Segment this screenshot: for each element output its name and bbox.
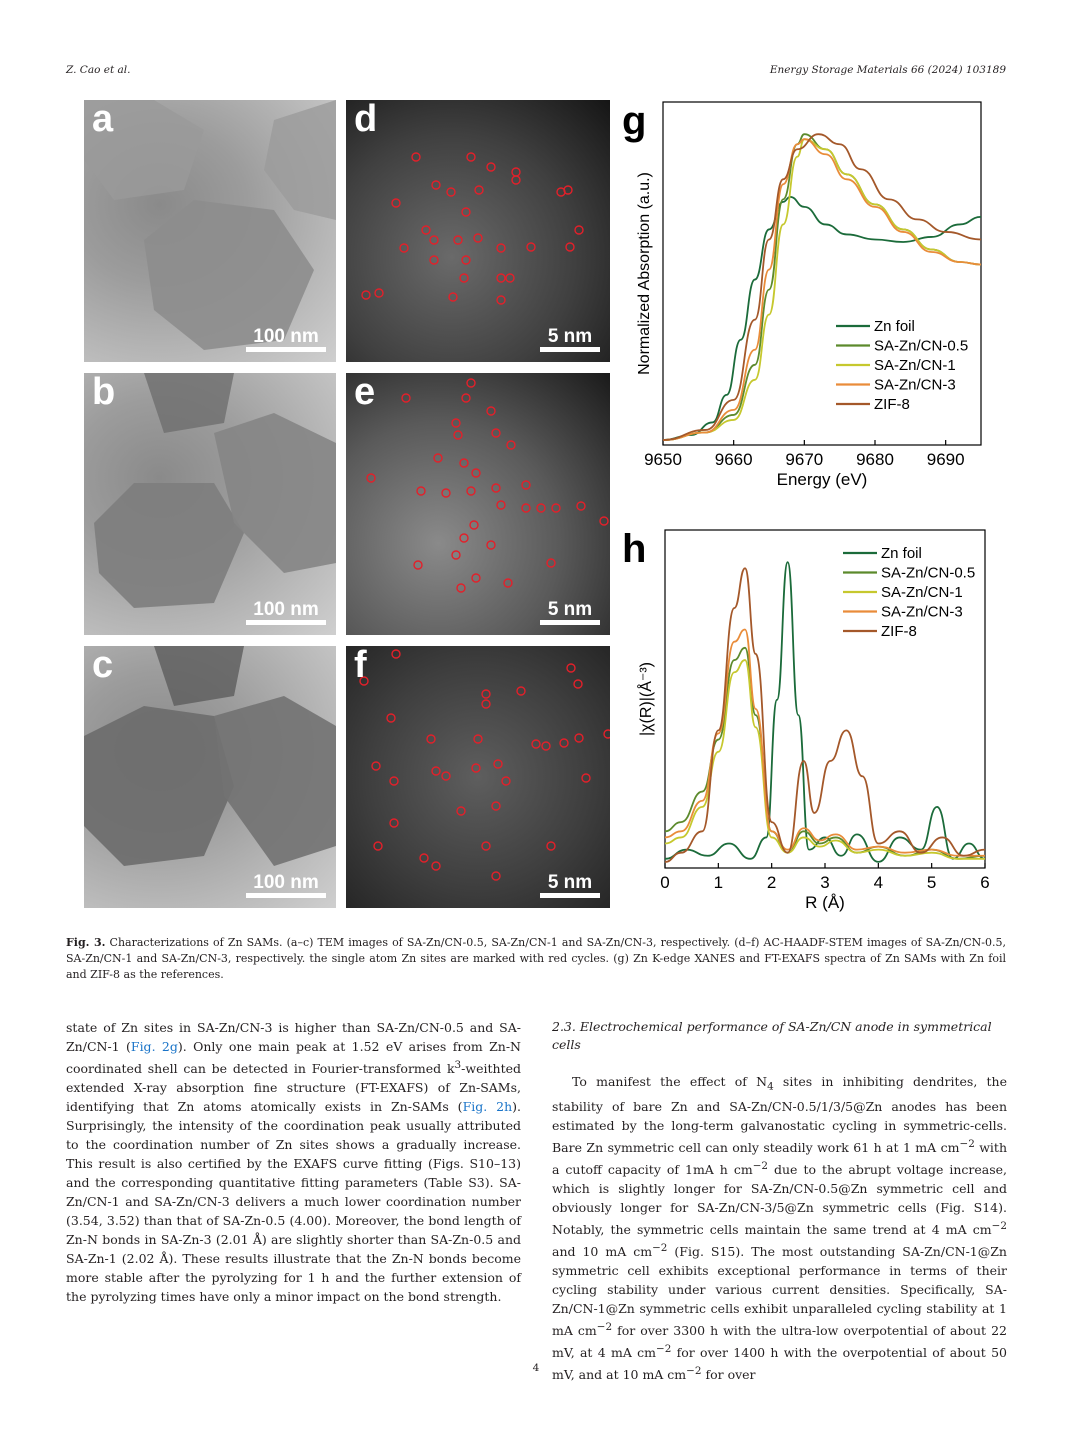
atom-site-marker: [452, 419, 460, 427]
x-tick-label: 9660: [714, 450, 753, 469]
x-tick-label: 3: [820, 873, 830, 892]
atom-site-markers: [346, 646, 610, 908]
atom-site-marker: [460, 534, 468, 542]
panel-letter: g: [622, 100, 647, 143]
atom-site-marker: [492, 872, 500, 880]
atom-site-marker: [497, 274, 505, 282]
legend-label: SA-Zn/CN-3: [881, 603, 963, 621]
panel-c-scalebar: [246, 872, 326, 898]
x-axis-label: Energy (eV): [776, 470, 868, 489]
panel-a-scalebar: [246, 326, 326, 352]
atom-site-marker: [460, 459, 468, 467]
page-number: 4: [532, 1362, 540, 1374]
legend-label: SA-Zn/CN-0.5: [881, 564, 976, 582]
series-line: [663, 134, 981, 440]
atom-site-marker: [512, 168, 520, 176]
panel-b-scale-label: 100 nm: [253, 599, 319, 620]
chart-h-ft-exafs: [618, 528, 990, 918]
panel-e-stem-image: [346, 373, 610, 635]
atom-site-marker: [412, 153, 420, 161]
x-axis-label: R (Å): [805, 893, 845, 912]
running-header-authors: Z. Cao et al.: [66, 64, 131, 76]
superscript: −2: [652, 1241, 668, 1254]
legend-label: ZIF-8: [881, 623, 917, 640]
text-run: -weithted extended X-ray absorption fine structure (FT-EXAFS) of Zn-SAMs, identifying that Zn atoms atomically exists in Zn-SAMs (: [66, 1061, 521, 1115]
superscript: −2: [752, 1159, 769, 1172]
atom-site-marker: [472, 574, 480, 582]
text-run: ). Surprisingly, the intensity of the coordination peak usually attributed to the coordination number of Zn sites shows a gradually increase. This result is also certified by the EXAFS curve fitting (Figs. S10–13) and the corresponding quantitative fitting parameters (Table S3). SA-Zn/CN-1 and SA-Zn/CN-3 delivers a much lower coordination number (3.54, 3.52) than that of SA-Zn-0.5 (4.00). Moreover, the bond length of Zn-N bonds in SA-Zn-3 (2.01 Å) are slightly shorter than SA-Zn-0.5 and SA-Zn-1 (2.02 Å). These results illustrate that the Zn-N bonds become more stable after the pyrolyzing for 1 h and the further extension of the pyrolyzing times have only a minor impact on the bond strength.: [66, 1099, 522, 1305]
atom-site-marker: [577, 502, 585, 510]
atom-site-marker: [387, 714, 395, 722]
series-line: [665, 629, 985, 855]
left-column-text: [66, 1018, 521, 1306]
right-paragraph: [552, 1072, 1007, 1385]
text-run: ). Only one main peak at 1.52 eV arises from Zn-N coordinated shell can be detected in Fourier-transformed k: [66, 1039, 521, 1077]
atom-site-markers: [346, 100, 610, 362]
atom-site-marker: [427, 735, 435, 743]
superscript: −2: [959, 1137, 975, 1150]
atom-site-marker: [462, 394, 470, 402]
atom-site-marker: [449, 293, 457, 301]
particle-shapes: [84, 646, 336, 908]
atom-site-marker: [527, 243, 535, 251]
fig-2g-link[interactable]: Fig. 2g: [130, 1039, 178, 1054]
particle-shapes: [84, 100, 336, 362]
atom-site-marker: [442, 489, 450, 497]
figure-caption: [66, 935, 1006, 983]
atom-site-marker: [462, 208, 470, 216]
atom-site-marker: [474, 735, 482, 743]
caption-text: Characterizations of Zn SAMs. (a–c) TEM images of SA-Zn/CN-0.5, SA-Zn/CN-1 and SA-Zn/CN-3, respectively. (d–f) AC-HAADF-STEM images of SA-Zn/CN-0.5, SA-Zn/CN-1 and SA-Zn/CN-3, respectively. the single atom Zn sites are marked with red cycles. (g) Zn K-edge XANES and FT-EXAFS spectra of Zn SAMs with Zn foil and ZIF-8 as the references.: [66, 936, 1007, 981]
atom-site-marker: [467, 487, 475, 495]
atom-site-marker: [547, 559, 555, 567]
atom-site-marker: [482, 842, 490, 850]
atom-site-marker: [470, 521, 478, 529]
x-tick-label: 9690: [926, 450, 965, 469]
legend-label: Zn foil: [881, 545, 922, 562]
panel-f-letter: f: [354, 646, 367, 686]
atom-site-marker: [492, 802, 500, 810]
x-tick-label: 4: [873, 873, 884, 892]
atom-site-marker: [414, 561, 422, 569]
atom-site-marker: [422, 226, 430, 234]
panel-a-letter: a: [92, 100, 114, 140]
right-column-text: [552, 1018, 1007, 1385]
atom-site-marker: [442, 772, 450, 780]
atom-site-marker: [472, 469, 480, 477]
legend-label: SA-Zn/CN-3: [874, 376, 956, 394]
superscript: −2: [656, 1343, 672, 1356]
atom-site-marker: [482, 690, 490, 698]
atom-site-marker: [432, 181, 440, 189]
atom-site-marker: [497, 244, 505, 252]
text-run: state of Zn sites in SA-Zn/CN-3 is higher than SA-Zn/CN-0.5 and SA-Zn/CN-1 (: [66, 1020, 521, 1054]
subscript: 4: [767, 1080, 774, 1093]
superscript: −2: [686, 1365, 702, 1378]
superscript: 3: [454, 1059, 462, 1071]
atom-site-marker: [402, 394, 410, 402]
panel-d-scale-label: 5 nm: [547, 326, 593, 347]
atom-site-marker: [604, 730, 610, 738]
atom-site-marker: [400, 244, 408, 252]
atom-site-marker: [600, 517, 608, 525]
legend-label: ZIF-8: [874, 396, 910, 413]
atom-site-marker: [434, 454, 442, 462]
atom-site-marker: [517, 687, 525, 695]
atom-site-marker: [432, 767, 440, 775]
atom-site-marker: [497, 501, 505, 509]
atom-site-marker: [574, 680, 582, 688]
text-run: and 10 mA cm: [552, 1244, 653, 1260]
atom-site-marker: [454, 431, 462, 439]
x-tick-label: 5: [926, 873, 937, 892]
legend-label: Zn foil: [874, 318, 915, 335]
fig-2h-link[interactable]: Fig. 2h: [462, 1099, 513, 1115]
x-tick-label: 9650: [644, 450, 682, 469]
atom-site-marker: [504, 579, 512, 587]
atom-site-marker: [507, 441, 515, 449]
atom-site-marker: [494, 760, 502, 768]
atom-site-marker: [575, 734, 583, 742]
atom-site-marker: [472, 764, 480, 772]
atom-site-marker: [502, 777, 510, 785]
atom-site-marker: [430, 236, 438, 244]
atom-site-marker: [487, 407, 495, 415]
atom-site-marker: [492, 484, 500, 492]
atom-site-markers: [346, 373, 610, 635]
text-run: (Fig. S15). The most outstanding SA-Zn/CN-1@Zn symmetric cell exhibits exceptional performance in terms of their cycling stability under various current densities. Specifically, SA-Zn/CN-1@Zn symmetric cells exhibit unparalleled cycling stability at 1 mA cm: [552, 1244, 1007, 1339]
atom-site-marker: [457, 807, 465, 815]
atom-site-marker: [432, 862, 440, 870]
section-heading: 2.3. Electrochemical performance of SA-Zn/CN anode in symmetrical cells: [552, 1019, 992, 1052]
legend-label: SA-Zn/CN-0.5: [874, 337, 969, 355]
panel-f-scalebar: [540, 872, 600, 898]
atom-site-marker: [390, 819, 398, 827]
panel-f-stem-image: [346, 646, 610, 908]
y-axis-label: |χ(R)|(Å⁻³): [638, 661, 655, 737]
atom-site-marker: [457, 584, 465, 592]
atom-site-marker: [460, 274, 468, 282]
panel-c-letter: c: [92, 646, 114, 686]
atom-site-marker: [467, 379, 475, 387]
panel-d-scalebar: [540, 326, 600, 352]
particle-shapes: [84, 373, 336, 635]
x-tick-label: 6: [980, 873, 990, 892]
text-run: To manifest the effect of N: [572, 1074, 768, 1089]
atom-site-marker: [430, 256, 438, 264]
atom-site-marker: [467, 153, 475, 161]
atom-site-marker: [497, 296, 505, 304]
atom-site-marker: [567, 664, 575, 672]
atom-site-marker: [392, 199, 400, 207]
atom-site-marker: [392, 650, 400, 658]
caption-label: Fig. 3.: [66, 936, 106, 949]
panel-e-scale-label: 5 nm: [547, 599, 593, 620]
text-run: for over 3300 h with the ultra-low overpotential of about 22 mV, at 4 mA cm: [552, 1323, 1007, 1361]
panel-f-scale-label: 5 nm: [547, 872, 593, 893]
atom-site-marker: [375, 289, 383, 297]
atom-site-marker: [575, 226, 583, 234]
series-line: [663, 134, 981, 440]
x-tick-label: 2: [766, 873, 777, 892]
text-run: for over 1400 h with the overpotential of about 50 mV, and at 10 mA cm: [552, 1345, 1007, 1383]
y-axis-label: Normalized Absorption (a.u.): [636, 172, 653, 375]
series-line: [663, 197, 981, 440]
superscript: −2: [596, 1321, 613, 1334]
text-run: with a cutoff capacity of 1mA h cm: [552, 1139, 1007, 1177]
panel-b-tem-image: [84, 373, 336, 635]
left-paragraph: [66, 1018, 521, 1306]
atom-site-marker: [512, 176, 520, 184]
atom-site-marker: [372, 762, 380, 770]
panel-letter: h: [622, 528, 647, 571]
series-line: [663, 139, 981, 440]
atom-site-marker: [537, 504, 545, 512]
atom-site-marker: [417, 487, 425, 495]
atom-site-marker: [566, 243, 574, 251]
text-run: due to the abrupt voltage increase, which is slightly longer for SA-Zn/CN-0.5@Zn symmetric cell and obviously longer for SA-Zn/CN-3/5@Zn symmetric cells (Fig. S14). Notably, the symmetric cells maintain the same trend at 4 mA cm: [552, 1161, 1007, 1237]
panel-c-tem-image: [84, 646, 336, 908]
text-run: sites in inhibiting dendrites, the stability of bare Zn and SA-Zn/CN-0.5/1/3/5@Zn anodes has been estimated by the long-term galvanostatic cycling in symmetric-cells. Bare Zn symmetric cell can only steadily work 61 h at 1 mA cm: [552, 1074, 1007, 1155]
x-tick-label: 9670: [785, 450, 824, 469]
atom-site-marker: [492, 429, 500, 437]
panel-b-scalebar: [246, 599, 326, 625]
atom-site-marker: [420, 854, 428, 862]
atom-site-marker: [532, 740, 540, 748]
atom-site-marker: [362, 291, 370, 299]
legend-label: SA-Zn/CN-1: [874, 357, 956, 374]
text-run: for over: [701, 1367, 756, 1383]
atom-site-marker: [452, 551, 460, 559]
panel-e-scalebar: [540, 599, 600, 625]
x-tick-label: 0: [660, 873, 670, 892]
panel-b-letter: b: [92, 373, 116, 413]
atom-site-marker: [552, 504, 560, 512]
running-header-journal: Energy Storage Materials 66 (2024) 103189: [769, 64, 1006, 76]
atom-site-marker: [522, 481, 530, 489]
panel-e-letter: e: [354, 373, 376, 413]
atom-site-marker: [482, 700, 490, 708]
series-line: [663, 139, 981, 440]
atom-site-marker: [582, 774, 590, 782]
panel-c-scale-label: 100 nm: [253, 872, 319, 893]
atom-site-marker: [475, 186, 483, 194]
atom-site-marker: [474, 234, 482, 242]
x-tick-label: 1: [713, 873, 724, 892]
x-tick-label: 9680: [856, 450, 894, 469]
atom-site-marker: [487, 541, 495, 549]
panel-d-stem-image: [346, 100, 610, 362]
atom-site-marker: [560, 739, 568, 747]
legend-label: SA-Zn/CN-1: [881, 584, 963, 601]
atom-site-marker: [390, 777, 398, 785]
atom-site-marker: [487, 163, 495, 171]
superscript: −2: [991, 1219, 1007, 1232]
chart-g-xanes: [618, 100, 990, 500]
atom-site-marker: [522, 504, 530, 512]
atom-site-marker: [462, 256, 470, 264]
atom-site-marker: [542, 742, 550, 750]
atom-site-marker: [447, 188, 455, 196]
atom-site-marker: [374, 842, 382, 850]
panel-d-letter: d: [354, 100, 378, 140]
panel-a-scale-label: 100 nm: [253, 326, 319, 347]
atom-site-marker: [454, 236, 462, 244]
atom-site-marker: [506, 274, 514, 282]
panel-a-tem-image: [84, 100, 336, 362]
atom-site-marker: [547, 842, 555, 850]
atom-site-marker: [367, 474, 375, 482]
